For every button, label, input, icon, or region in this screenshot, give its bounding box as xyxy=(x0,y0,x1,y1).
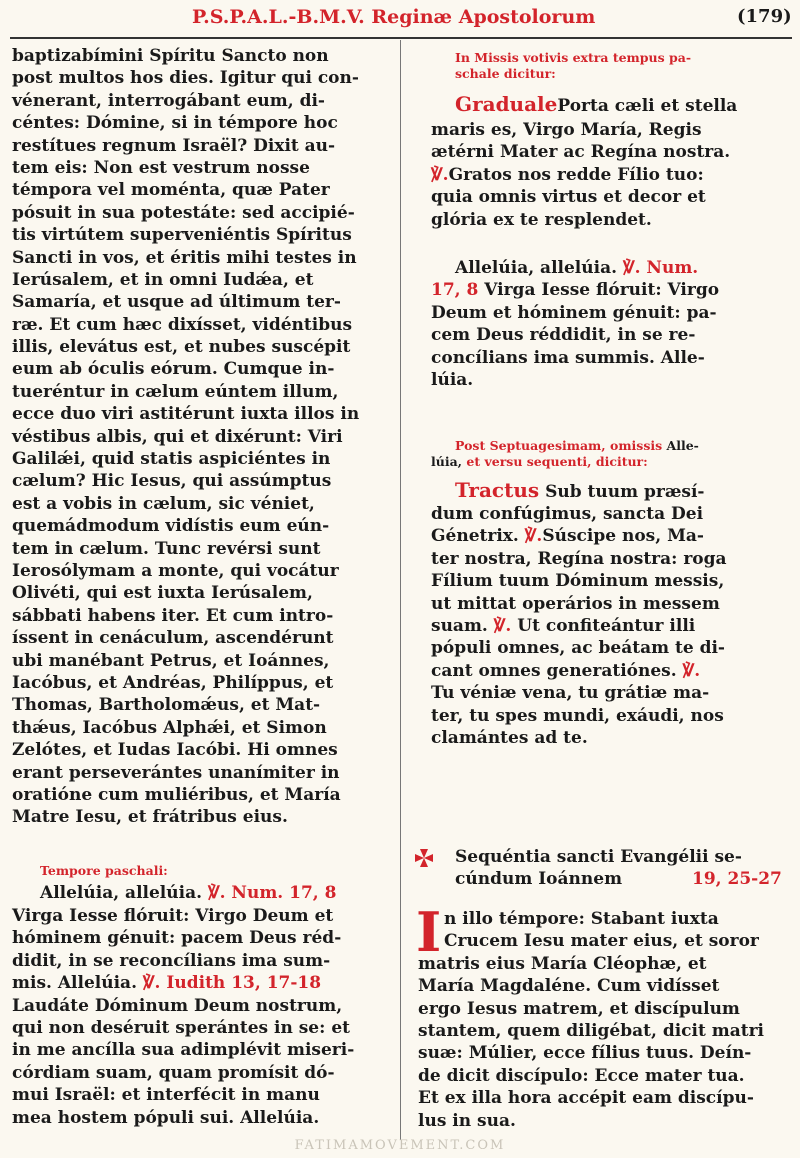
tractus-text: Súscipe nos, Ma- xyxy=(542,526,704,547)
header-rule xyxy=(10,37,792,39)
versicle-icon: ℣. xyxy=(142,973,161,994)
scripture-reference: Num. 17, 8 xyxy=(231,883,337,903)
text-line: quemádmodum vidístis eum eún- xyxy=(12,516,330,537)
page-number: (179) xyxy=(737,6,792,27)
paschal-rubric: Tempore paschali: xyxy=(40,863,168,878)
rubric-text: lúia, xyxy=(431,453,463,469)
text-line: ter nostra, Regína nostra: roga xyxy=(431,548,727,569)
tractus-text: cant omnes generatiónes. xyxy=(431,660,677,681)
text-line: tem in cælum. Tunc revérsi sunt xyxy=(12,538,321,559)
text-line: hóminem génuit: pacem Deus réd- xyxy=(12,928,342,949)
text-line: est a vobis in cælum, sic véniet, xyxy=(12,493,315,514)
text-line xyxy=(431,257,719,279)
septuagesima-rubric xyxy=(431,438,699,469)
text-line: illis, elevátus est, et nubes suscépit xyxy=(12,337,351,358)
text-line: tis virtútem superveniéntis Spíritus xyxy=(12,225,352,246)
text-line: glória ex te resplendet. xyxy=(431,209,652,230)
rubric-text: Alle- xyxy=(666,438,699,453)
text-line: mui Israël: et interfécit in manu xyxy=(12,1085,320,1106)
rubric-line xyxy=(455,438,699,454)
text-line: Matre Iesu, et frátribus eius. xyxy=(12,807,288,828)
text-line: lus in sua. xyxy=(418,1110,516,1131)
text-line: córdiam suam, quam promísit dó- xyxy=(12,1062,335,1083)
maltese-cross-icon xyxy=(414,848,434,868)
text-line: céntes: Dómine, si in témpore hoc xyxy=(12,113,338,134)
text-line: Olivéti, qui est iuxta Ierúsalem, xyxy=(12,583,313,604)
text-line: quia omnis virtus et decor et xyxy=(431,187,706,208)
text-line xyxy=(431,279,719,301)
tractus xyxy=(431,479,727,749)
versicle-icon: ℣. xyxy=(622,258,641,278)
text-line: Crucem Iesu mater eius, et soror xyxy=(444,931,759,952)
graduale xyxy=(431,93,737,231)
text-line: de dicit discípulo: Ecce mater tua. xyxy=(418,1065,745,1086)
alleluia-verse: Virga Iesse flóruit: Virgo xyxy=(484,280,720,301)
text-line: post multos hos dies. Igitur qui con- xyxy=(12,68,359,89)
text-line: in me ancílla sua adimplévit miseri- xyxy=(12,1040,355,1061)
text-line: Samaría, et usque ad últimum ter- xyxy=(12,292,341,313)
text-line: matris eius María Cléophæ, et xyxy=(418,953,707,974)
text-line: n illo témpore: Stabant iuxta xyxy=(444,909,719,929)
versicle-icon: ℣. xyxy=(524,526,543,547)
text-line xyxy=(431,615,727,637)
graduale-verse: Gratos nos redde Fílio tuo: xyxy=(448,164,704,185)
scripture-reference: Iudith 13, 17-18 xyxy=(166,973,322,994)
text-line: Galilǽi, quid statis aspiciéntes in xyxy=(12,449,331,470)
text-line xyxy=(431,164,737,186)
text-line: Sancti in vos, et éritis mihi testes in xyxy=(12,247,357,268)
text-line: cælum? Hic Iesus, qui assúmptus xyxy=(12,471,332,492)
text-line xyxy=(431,93,737,119)
text-line: lúia. xyxy=(431,369,474,390)
text-line: ut mittat operários in messem xyxy=(431,593,720,614)
tractus-text: suam. xyxy=(431,615,488,636)
text-line: Iacóbus, et Andréas, Philíppus, et xyxy=(12,672,334,693)
text-line: pópuli omnes, ac beátam te di- xyxy=(431,638,725,659)
rubric-line xyxy=(431,454,699,470)
text-line: qui non deséruit sperántes in se: et xyxy=(12,1017,350,1038)
gospel-reading xyxy=(416,900,765,1132)
text-line: véstibus albis, qui et dixérunt: Viri xyxy=(12,426,343,447)
column-divider xyxy=(400,40,401,1140)
versicle-icon: ℣. xyxy=(431,164,449,185)
text-line: Et ex illa hora accépit eam discípu- xyxy=(418,1088,754,1109)
scripture-reference: Num. xyxy=(646,258,699,278)
alleluia-text: mis. Allelúia. xyxy=(12,973,137,994)
text-line xyxy=(431,525,727,547)
text-line: suæ: Múlier, ecce fílius tuus. Deín- xyxy=(418,1043,752,1064)
text-line xyxy=(431,479,727,503)
versicle-icon: ℣. xyxy=(493,615,512,636)
text-line: Virga Iesse flóruit: Virgo Deum et xyxy=(12,906,334,926)
versicle-icon: ℣. xyxy=(207,883,226,903)
text-line: baptizabímini Spíritu Sancto non xyxy=(12,46,329,66)
versicle-icon: ℣. xyxy=(682,660,701,681)
paschal-verse xyxy=(12,905,354,1129)
text-line: tueréntur in cælum eúntem illum, xyxy=(12,381,339,402)
text-line: ter, tu spes mundi, exáudi, nos xyxy=(431,705,724,726)
tractus-text: Génetrix. xyxy=(431,526,519,547)
text-line: Zelótes, et Iudas Iacóbi. Hi omnes xyxy=(12,740,338,761)
scripture-reference: 17, 8 xyxy=(431,280,479,301)
graduale-label: Graduale xyxy=(455,92,558,116)
text-line: vénerant, interrogábant eum, di- xyxy=(12,90,325,111)
text-line: Ierúsalem, et in omni Iudǽa, et xyxy=(12,269,314,290)
text-line: ætérni Mater ac Regína nostra. xyxy=(431,142,731,163)
text-line: ubi manébant Petrus, et Ioánnes, xyxy=(12,650,330,671)
text-line: ecce duo viri astitérunt iuxta illos in xyxy=(12,404,360,425)
text-line xyxy=(431,660,727,682)
drop-cap: I xyxy=(416,900,442,964)
text-line: María Magdaléne. Cum vidísset xyxy=(418,976,720,997)
paschal-alleluia-line xyxy=(40,882,336,904)
text-line: Tu véniæ vena, tu grátiæ ma- xyxy=(431,683,710,704)
page-header xyxy=(0,0,800,40)
rubric-line: In Missis votivis extra tempus pa- xyxy=(455,50,692,65)
text-line: didit, in se reconcílians ima sum- xyxy=(12,950,331,971)
text-line: sábbati habens iter. Et cum intro- xyxy=(12,605,334,626)
text-line: Ierosólymam a monte, qui vocátur xyxy=(12,560,339,581)
text-line: Fílium tuum Dóminum messis, xyxy=(431,571,725,592)
tractus-text: Sub tuum præsí- xyxy=(545,482,705,502)
text-line: ergo Iesus matrem, et discípulum xyxy=(418,998,740,1019)
alleluia-text: Allelúia, allelúia. xyxy=(455,258,618,278)
page-title: P.S.P.A.L.-B.M.V. Reginæ Apostolorum xyxy=(192,6,596,28)
text-line: eum ab óculis eórum. Cumque in- xyxy=(12,359,335,380)
rubric-text: Post Septuagesimam, omissis xyxy=(455,438,663,453)
rubric-line: schale dicitur: xyxy=(455,65,556,81)
text-line: Laudáte Dóminum Deum nostrum, xyxy=(12,995,343,1016)
text-line: dum confúgimus, sancta Dei xyxy=(431,504,704,524)
text-line: tem eis: Non est vestrum nosse xyxy=(12,157,310,178)
text-line xyxy=(12,972,354,994)
text-line: stantem, quem diligébat, dicit matri xyxy=(418,1020,765,1041)
votive-rubric xyxy=(455,50,691,81)
text-line: mea hostem pópuli sui. Allelúia. xyxy=(12,1107,320,1128)
tractus-text: Ut confiteántur illi xyxy=(517,615,696,636)
text-line: íssent in cenáculum, ascendérunt xyxy=(12,628,334,649)
graduale-text: Porta cæli et stella xyxy=(557,96,738,116)
alleluia-text: Allelúia, allelúia. xyxy=(40,883,203,903)
text-line: restítues regnum Israël? Dixit au- xyxy=(12,135,336,156)
text-line: maris es, Virgo María, Regis xyxy=(431,120,702,140)
gospel-heading-line: Sequéntia sancti Evangélii se- xyxy=(455,847,742,867)
votive-alleluia xyxy=(431,257,719,391)
text-line: erant perseverántes unanímiter in xyxy=(12,762,340,783)
acts-reading xyxy=(12,45,359,829)
text-line: Deum et hóminem génuit: pa- xyxy=(431,302,717,323)
gospel-heading-line: cúndum Ioánnem xyxy=(455,869,623,889)
tractus-label: Tractus xyxy=(455,478,540,502)
watermark: FATIMAMOVEMENT.COM xyxy=(294,1138,506,1153)
text-line: témpora vel moménta, quæ Pater xyxy=(12,180,330,201)
text-line: ræ. Et cum hæc dixísset, vidéntibus xyxy=(12,314,353,335)
text-line: cem Deus réddidit, in se re- xyxy=(431,325,696,346)
text-line: thǽus, Iacóbus Alphǽi, et Simon xyxy=(12,717,327,738)
gospel-heading xyxy=(455,846,782,890)
text-line: pósuit in sua potestáte: sed accipié- xyxy=(12,202,355,223)
text-line: concílians ima summis. Alle- xyxy=(431,347,705,368)
text-line: clamántes ad te. xyxy=(431,727,588,748)
text-line: Thomas, Bartholomǽus, et Mat- xyxy=(12,695,321,716)
gospel-reference: 19, 25-27 xyxy=(692,869,782,889)
rubric-text: et versu sequenti, dicitur: xyxy=(466,453,648,469)
text-line: oratióne cum muliéribus, et María xyxy=(12,784,341,805)
